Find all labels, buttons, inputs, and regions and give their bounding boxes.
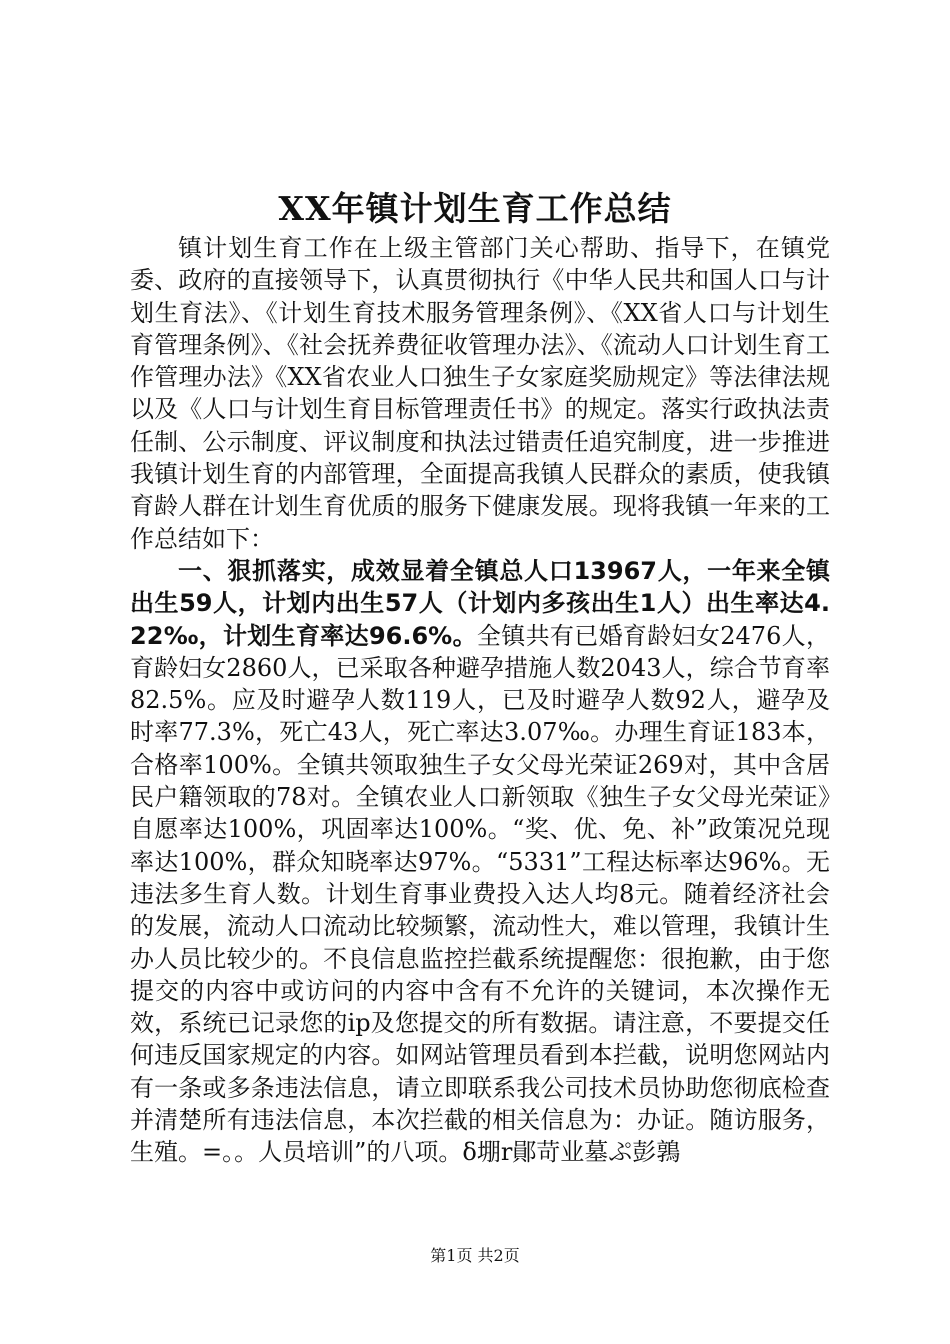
paragraph-intro <box>130 232 830 555</box>
document-title: XX年镇计划生育工作总结 <box>278 189 672 228</box>
page-number-footer: 第1页 共2页 <box>430 1246 520 1265</box>
section-one-text: 全镇共有已婚育龄妇女2476人，育龄妇女2860人，已采取各种避孕措施人数2043人，综合节育率82.5%。应及时避孕人数119人，已及时避孕人数92人，避孕及时率77.3%，死亡43人，死亡率达3.07‰。办理生育证183本，合格率100%。全镇共领取独生子女父母光荣证269对，其中含居民户籍领取的78对。全镇农业人口新领取《独生子女父母光荣证》自愿率达100%，巩固率达100%。“奖、优、免、补”政策况兑现率达100%，群众知晓率达97%。“5331”工程达标率达96%。无违法多生育人数。计划生育事业费投入达人均8元。随着经济社会的发展，流动人口流动比较频繁，流动性大，难以管理，我镇计生办人员比较少的。不良信息监控拦截系统提醒您：很抱歉，由于您提交的内容中或访问的内容中含有不允许的关键词，本次操作无效，系统已记录您的ip及您提交的所有数据。请注意，不要提交任何违反国家规定的内容。如网站管理员看到本拦截，说明您网站内有一条或多条违法信息，请立即联系我公司技术员协助您彻底检查并清楚所有违法信息，本次拦截的相关信息为：办证。随访服务，生殖。=。。人员培训”的八项。δ堋r鄖苛业墓ぷ彭鶉 <box>130 621 831 1167</box>
paragraph-intro-text: 镇计划生育工作在上级主管部门关心帮助、指导下，在镇党委、政府的直接领导下，认真贯彻执行《中华人民共和国人口与计划生育法》、《计划生育技术服务管理条例》、《XX省人口与计划生育管理条例》、《社会抚养费征收管理办法》、《流动人口计划生育工作管理办法》《XX省农业人口独生子女家庭奖励规定》等法律法规以及《人口与计划生育目标管理责任书》的规定。落实行政执法责任制、公示制度、评议制度和执法过错责任追究制度，进一步推进我镇计划生育的内部管理，全面提高我镇人民群众的素质，使我镇育龄人群在计划生育优质的服务下健康发展。现将我镇一年来的工作总结如下： <box>130 234 830 553</box>
document-body <box>130 232 830 1169</box>
section-one-heading: 一、狠抓落实，成效显着全镇总人口13967人，一年来全镇出生59人，计划内出生57人（计划内多孩出生1人）出生率达4.22‰，计划生育率达96.6%。 <box>130 556 830 650</box>
paragraph-section-one <box>130 555 830 1169</box>
